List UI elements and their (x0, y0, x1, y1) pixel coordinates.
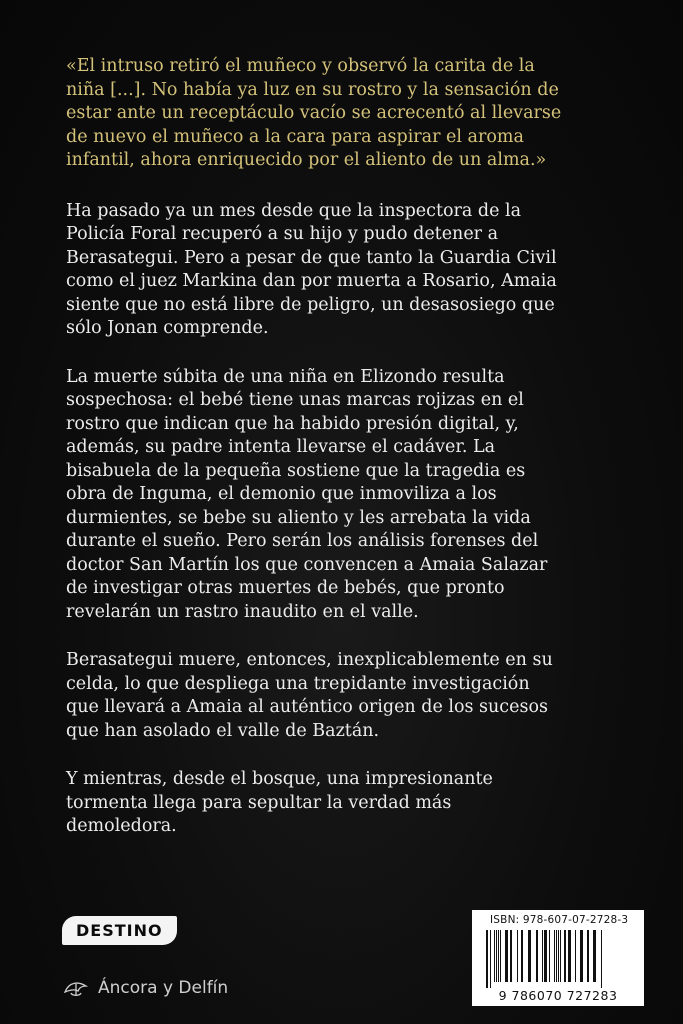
barcode-bar (494, 930, 495, 982)
barcode-bar (517, 930, 518, 982)
blurb-paragraph-2: La muerte súbita de una niña en Elizondo resulta sospechosa: el bebé tiene unas marcas rojizas en el rostro que indican que ha habido presión digital, y, además, su padre intenta llevarse el cadáver. La bisabuela de la pequeña sostiene que la tragedia es obra de Inguma, el demonio que inmoviliza a los durmientes, se bebe su aliento y les arrebata la vida durante el sueño. Pero serán los análisis forenses del doctor San Martín los que convencen a Amaia Salazar de investigar otras muertes de bebés, que pronto revelarán un rastro inaudito en el valle. (66, 366, 548, 622)
opening-quote: «El intruso retiró el muñeco y observó la carita de la niña [...]. No había ya luz en su rostro y la sensación de estar ante un receptáculo vacío se acrecentó al llevarse de nuevo el muñeco a la cara para aspirar el aroma infantil, ahora enriquecido por el aliento de un alma.» (66, 56, 562, 170)
blurb-paragraph-4: Y mientras, desde el bosque, una impresionante tormenta llega para sepultar la verdad más demoledora. (66, 769, 493, 836)
barcode-bar (486, 930, 488, 988)
barcode-bar (544, 930, 547, 982)
barcode-digits: 9 786070 727283 (498, 988, 618, 1003)
blurb (66, 55, 566, 864)
barcode-bar (498, 930, 499, 982)
anchor-dolphin-logo-icon (62, 978, 90, 998)
barcode-bar (587, 930, 589, 982)
imprint-name: Áncora y Delfín (98, 978, 229, 998)
barcode-bar (593, 930, 596, 982)
isbn-barcode (472, 910, 644, 1006)
barcode-bar (568, 930, 571, 982)
barcode-bar (554, 930, 555, 982)
barcode-bar (500, 930, 501, 982)
barcode-bar (575, 930, 576, 982)
barcode-bar (601, 930, 602, 988)
barcode-bar (490, 930, 491, 988)
imprint-logo (62, 978, 228, 998)
barcode-bar (549, 930, 550, 982)
barcode-bar (560, 930, 561, 982)
barcode-bars (482, 930, 634, 988)
barcode-bar (564, 930, 566, 982)
barcode-bar (496, 930, 497, 982)
barcode-bar (536, 930, 538, 982)
barcode-bar (505, 930, 508, 982)
publisher-logo-destino: DESTINO (62, 916, 177, 945)
barcode-bar (528, 930, 531, 982)
barcode-bar (556, 930, 557, 982)
blurb-paragraph-1: Ha pasado ya un mes desde que la inspectora de la Policía Foral recuperó a su hijo y pudo detener a Berasategui. Pero a pesar de que tanto la Guardia Civil como el juez Markina dan por muerta a Rosario, Amaia siente que no está libre de peligro, un desasosiego que sólo Jonan comprende. (66, 200, 557, 338)
isbn-label: ISBN: 978-607-07-2728-3 (490, 914, 629, 926)
barcode-bar (558, 930, 559, 982)
barcode-bar (521, 930, 523, 982)
blurb-paragraph-3: Berasategui muere, entonces, inexplicablemente en su celda, lo que despliega una trepidante investigación que llevará a Amaia al auténtico origen de los sucesos que han asolado el valle de Baztán. (66, 650, 553, 741)
barcode-bar (542, 930, 543, 982)
barcode-bar (580, 930, 583, 982)
barcode-bar (510, 930, 512, 982)
